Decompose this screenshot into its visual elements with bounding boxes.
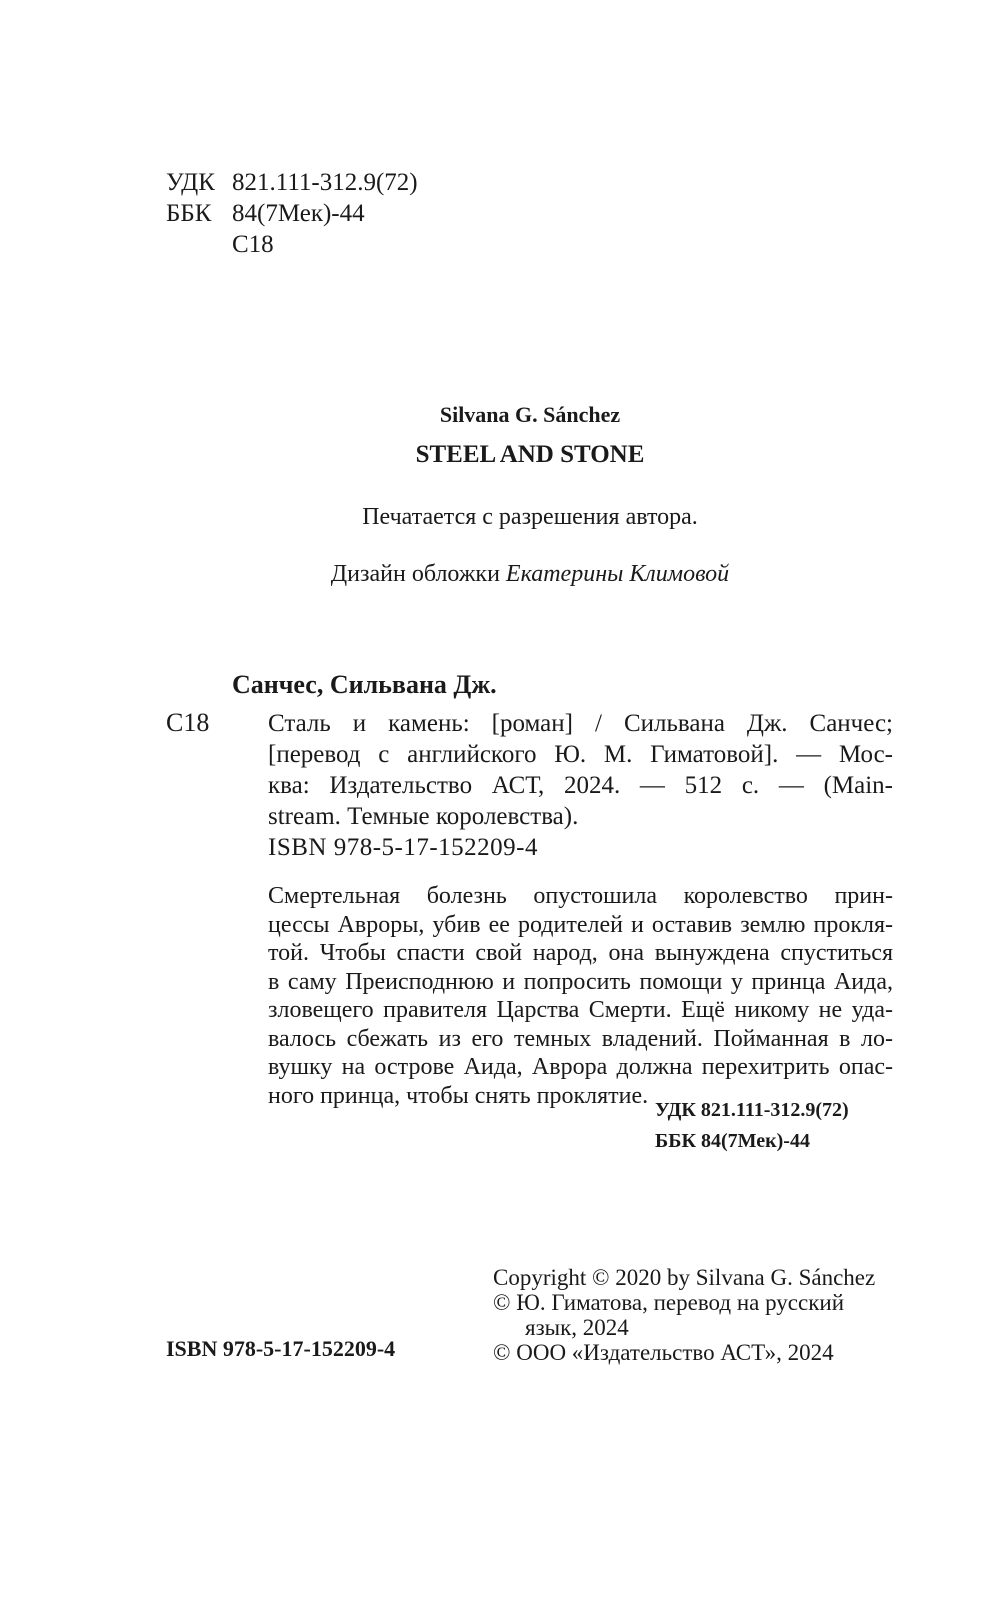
annotation-line: валось сбежать из его темных владений. Пойманная в ло- (268, 1025, 893, 1052)
annotation-line: вушку на острове Аида, Аврора должна перехитрить опас- (268, 1054, 893, 1080)
bibliographic-description (268, 709, 893, 833)
bbk-label: ББК (166, 200, 212, 227)
copyright-line: © Ю. Гиматова, перевод на русский (493, 1290, 845, 1315)
copyright-line: © ООО «Издательство АСТ», 2024 (493, 1340, 834, 1365)
annotation (268, 881, 893, 1109)
author-mark-top: С18 (232, 231, 274, 258)
cover-design-credit (0, 559, 1000, 589)
udk-code-bottom: УДК 821.111-312.9(72) (655, 1099, 849, 1121)
annotation-line: Смертельная болезнь опустошила королевство прин- (268, 883, 893, 909)
copyright-line: Copyright © 2020 by Silvana G. Sánchez (493, 1265, 876, 1290)
bbk-code-top (166, 199, 365, 229)
book-title-en: STEEL AND STONE (415, 441, 645, 468)
cover-design-prefix: Дизайн обложки (330, 561, 500, 587)
cover-designer-name: Екатерины Климовой (505, 561, 730, 587)
annotation-line: цессы Авроры, убив ее родителей и оставив землю прокля- (268, 911, 893, 938)
bbk-value: 84(7Мек)-44 (232, 200, 365, 227)
udk-code-top (166, 168, 418, 198)
annotation-line: в саму Преисподнюю и попросить помощи у принца Аида, (268, 968, 893, 995)
author-mark-entry: С18 (166, 708, 210, 737)
udk-label: УДК (166, 169, 215, 196)
copyright-line: язык, 2024 (525, 1315, 629, 1340)
udk-value: 821.111-312.9(72) (232, 169, 418, 196)
biblio-line: [перевод с английского Ю. М. Гиматовой]. — Мос- (268, 741, 893, 768)
biblio-line: ква: Издательство АСТ, 2024. — 512 с. — (Main- (268, 772, 893, 799)
bbk-code-bottom: ББК 84(7Мек)-44 (655, 1130, 810, 1152)
author-name-en: Silvana G. Sánchez (439, 402, 621, 427)
isbn-entry: ISBN 978-5-17-152209-4 (268, 834, 539, 861)
biblio-line: stream. Темные королевства). (268, 803, 579, 830)
permission-notice: Печатается с разрешения автора. (362, 504, 698, 530)
annotation-line: зловещего правителя Царства Смерти. Ещё никому не уда- (268, 997, 893, 1023)
biblio-line: Сталь и камень: [роман] / Сильвана Дж. Санчес; (268, 710, 893, 737)
isbn-imprint: ISBN 978-5-17-152209-4 (166, 1336, 396, 1361)
copyright-block (493, 1265, 875, 1365)
annotation-line: ного принца, чтобы снять проклятие. (268, 1082, 649, 1109)
author-name-ru: Санчес, Сильвана Дж. (232, 670, 497, 699)
annotation-line: той. Чтобы спасти свой народ, она вынуждена спуститься (268, 940, 893, 966)
